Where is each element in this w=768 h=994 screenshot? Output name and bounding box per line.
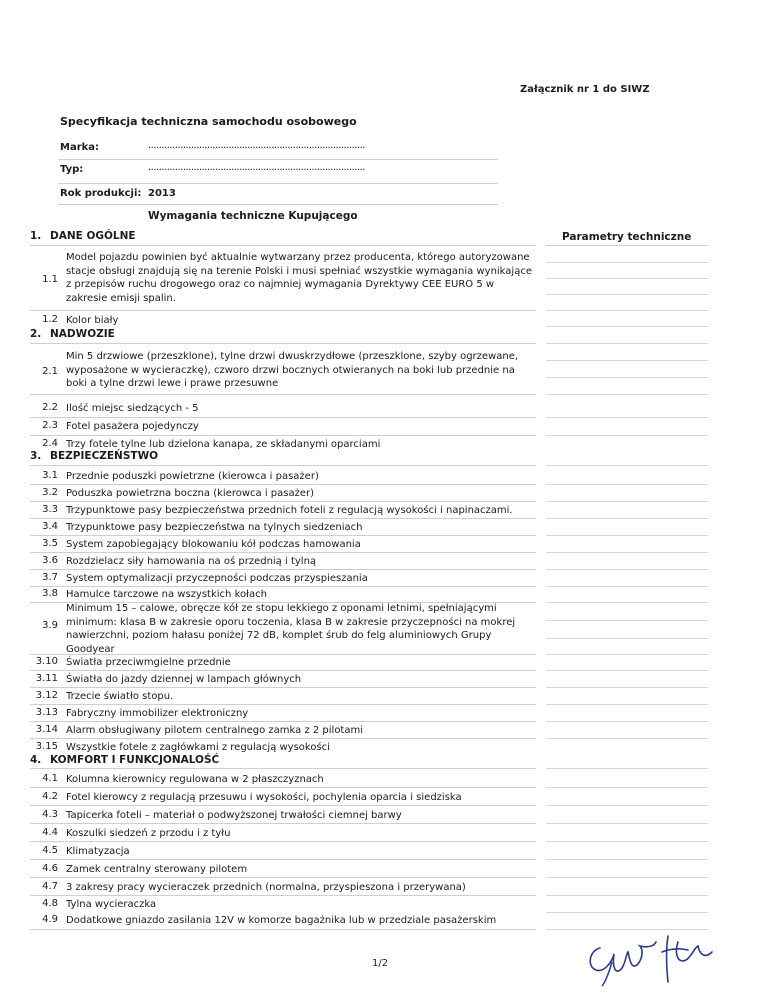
item-number: 3.8: [42, 588, 58, 599]
item-text: Trzypunktowe pasy bezpieczeństwa na tylnych siedzeniach: [66, 522, 363, 533]
section-title: BEZPIECZEŃSTWO: [50, 450, 159, 462]
parameter-line: [546, 738, 708, 739]
item-text: Fotel pasażera pojedynczy: [66, 421, 199, 432]
parameter-line: [546, 465, 708, 466]
parameter-line: [546, 360, 708, 361]
parameter-line: [546, 569, 708, 570]
item-text: Minimum 15 – calowe, obręcze kół ze stopu lekkiego z oponami letnimi, spełniającymi minimum: klasa B w zakresie oporu toczenia, klasa B w zakresie przyczepności na mokrej nawierzchni, poziom hałasu poniżej 72 dB, komplet śrub do felg aluminiowych Grupy Goodyear: [66, 603, 516, 655]
divider: [30, 895, 536, 896]
item-text: System optymalizacji przyczepności podczas przyspieszania: [66, 573, 368, 584]
parameter-line: [546, 310, 708, 311]
item-number: 3.3: [42, 504, 58, 515]
item-text: System zapobiegający blokowaniu kół podczas hamowania: [66, 539, 361, 550]
parameter-line: [546, 518, 708, 519]
document-title: Specyfikacja techniczna samochodu osobowego: [60, 115, 357, 128]
parameters-title: Parametry techniczne: [562, 231, 692, 243]
marka-label: Marka:: [60, 142, 100, 153]
parameter-line: [546, 435, 708, 436]
divider: [30, 787, 536, 788]
item-number: 4.5: [42, 845, 58, 856]
parameter-line: [546, 294, 708, 295]
item-text: Dodatkowe gniazdo zasilania 12V w komorze bagażnika lub w przedziale pasażerskim: [66, 915, 497, 926]
parameter-line: [546, 877, 708, 878]
item-number: 3.1: [42, 470, 58, 481]
page-number: 1/2: [372, 958, 389, 969]
item-text: Przednie poduszki powietrzne (kierowca i pasażer): [66, 471, 319, 482]
item-number: 3.9: [42, 620, 58, 631]
item-number: 3.2: [42, 487, 58, 498]
item-text: Światła do jazdy dziennej w lampach głównych: [66, 674, 302, 685]
item-number: 3.4: [42, 521, 58, 532]
parameter-line: [546, 501, 708, 502]
item-text: Alarm obsługiwany pilotem centralnego zamka z 2 pilotami: [66, 725, 364, 736]
divider: [30, 768, 536, 769]
item-number: 2.3: [42, 420, 58, 431]
item-number: 3.13: [35, 707, 58, 718]
requirements-title: Wymagania techniczne Kupującego: [148, 210, 358, 222]
parameter-line: [546, 895, 708, 896]
item-text: Rozdzielacz siły hamowania na oś przednią i tylną: [66, 556, 317, 567]
divider: [58, 183, 498, 184]
item-number: 3.11: [35, 673, 58, 684]
section-number: 2.: [30, 328, 42, 340]
rok-label: Rok produkcji:: [60, 188, 142, 199]
typ-value: .................................................................................: [148, 162, 365, 173]
parameter-line: [546, 484, 708, 485]
parameter-line: [546, 787, 708, 788]
parameter-line: [546, 805, 708, 806]
section-number: 4.: [30, 754, 42, 766]
parameter-line: [546, 586, 708, 587]
item-text: Światła przeciwmgielne przednie: [66, 657, 231, 668]
item-text: Kolumna kierownicy regulowana w 2 płaszczyznach: [66, 774, 324, 785]
item-text: Trzy fotele tylne lub dzielona kanapa, ze składanymi oparciami: [66, 439, 381, 450]
item-number: 4.1: [42, 773, 58, 784]
marka-value: .................................................................................: [148, 140, 365, 151]
item-number: 4.8: [42, 898, 58, 909]
item-number: 2.4: [42, 438, 58, 449]
parameter-line: [546, 670, 708, 671]
parameter-line: [546, 262, 708, 263]
item-number: 1.2: [42, 314, 58, 325]
divider: [30, 484, 536, 485]
divider: [30, 501, 536, 502]
divider: [30, 417, 536, 418]
item-text: Koszulki siedzeń z przodu i z tyłu: [66, 828, 231, 839]
parameter-line: [546, 823, 708, 824]
item-number: 2.1: [42, 366, 58, 377]
item-text: Klimatyzacja: [66, 846, 130, 857]
item-text: Poduszka powietrzna boczna (kierowca i pasażer): [66, 488, 315, 499]
item-number: 3.10: [35, 656, 58, 667]
item-text: 3 zakresy pracy wycieraczek przednich (normalna, przyspieszona i przerywana): [66, 882, 466, 893]
parameter-line: [546, 343, 708, 344]
divider: [546, 245, 708, 246]
divider: [30, 841, 536, 842]
parameter-line: [546, 841, 708, 842]
item-number: 4.6: [42, 863, 58, 874]
parameter-line: [546, 859, 708, 860]
parameter-line: [546, 278, 708, 279]
divider: [30, 859, 536, 860]
divider: [30, 586, 536, 587]
divider: [30, 245, 536, 246]
typ-label: Typ:: [60, 164, 84, 175]
parameter-line: [546, 417, 708, 418]
section-title: KOMFORT I FUNKCJONALOŚĆ: [50, 754, 220, 766]
parameter-line: [546, 638, 708, 639]
divider: [30, 465, 536, 466]
item-number: 1.1: [42, 274, 58, 285]
divider: [30, 552, 536, 553]
divider: [30, 929, 536, 930]
item-number: 3.15: [35, 741, 58, 752]
item-text: Kolor biały: [66, 315, 119, 326]
item-number: 3.12: [35, 690, 58, 701]
attachment-label: Załącznik nr 1 do SIWZ: [520, 84, 650, 95]
divider: [30, 721, 536, 722]
item-text: Trzypunktowe pasy bezpieczeństwa przednich foteli z regulacją wysokości i napinaczami.: [66, 505, 513, 516]
divider: [30, 823, 536, 824]
item-text: Tylna wycieraczka: [66, 899, 157, 910]
divider: [30, 805, 536, 806]
item-number: 3.7: [42, 572, 58, 583]
item-text: Ilość miejsc siedzących - 5: [66, 403, 199, 414]
parameter-line: [546, 377, 708, 378]
item-number: 3.5: [42, 538, 58, 549]
rok-value: 2013: [148, 188, 176, 199]
item-text: Fotel kierowcy z regulacją przesuwu i wysokości, pochylenia oparcia i siedziska: [66, 792, 462, 803]
divider: [30, 877, 536, 878]
parameter-line: [546, 768, 708, 769]
parameter-line: [546, 912, 708, 913]
section-title: NADWOZIE: [50, 328, 115, 340]
parameter-line: [546, 620, 708, 621]
item-text: Model pojazdu powinien być aktualnie wytwarzany przez producenta, którego autoryzowane stacje obsługi znajdują się na terenie Polski i musi spełniać wszystkie wymagania wynikające z przepisów ruchu drogowego oraz co najmniej wymagania Dyrektywy CEE EURO 5 w zakresie emisji spalin.: [66, 252, 532, 304]
parameter-line: [546, 326, 708, 327]
section-title: DANE OGÓLNE: [50, 230, 136, 242]
item-number: 2.2: [42, 402, 58, 413]
divider: [30, 687, 536, 688]
divider: [30, 310, 536, 311]
item-number: 4.9: [42, 914, 58, 925]
parameter-line: [546, 704, 708, 705]
item-number: 4.2: [42, 791, 58, 802]
divider: [30, 518, 536, 519]
parameter-line: [546, 721, 708, 722]
divider: [58, 159, 498, 160]
divider: [30, 670, 536, 671]
parameter-line: [546, 602, 708, 603]
item-number: 4.4: [42, 827, 58, 838]
parameter-line: [546, 687, 708, 688]
item-text: Wszystkie fotele z zagłówkami z regulacją wysokości: [66, 742, 330, 753]
divider: [30, 654, 536, 655]
divider: [30, 435, 536, 436]
divider: [30, 343, 536, 344]
item-text: Hamulce tarczowe na wszystkich kołach: [66, 589, 267, 600]
signature-image: [582, 918, 722, 988]
section-number: 1.: [30, 230, 42, 242]
item-number: 3.6: [42, 555, 58, 566]
divider: [30, 704, 536, 705]
item-number: 3.14: [35, 724, 58, 735]
item-text: Zamek centralny sterowany pilotem: [66, 864, 248, 875]
item-text: Trzecie światło stopu.: [66, 691, 174, 702]
divider: [58, 204, 498, 205]
item-text: Tapicerka foteli – materiał o podwyższonej trwałości ciemnej barwy: [66, 810, 402, 821]
parameter-line: [546, 552, 708, 553]
item-number: 4.3: [42, 809, 58, 820]
item-number: 4.7: [42, 881, 58, 892]
divider: [30, 535, 536, 536]
item-text: Fabryczny immobilizer elektroniczny: [66, 708, 249, 719]
divider: [30, 394, 536, 395]
parameter-line: [546, 394, 708, 395]
parameter-line: [546, 654, 708, 655]
divider: [30, 569, 536, 570]
item-text: Min 5 drzwiowe (przeszklone), tylne drzwi dwuskrzydłowe (przeszklone, szyby ogrzewane, wyposażone w wycieraczkę), czworo drzwi bocznych otwieranych na boki lub przednie na boki a tylne drzwi lewe i prawe przesuwne: [66, 351, 519, 389]
parameter-line: [546, 535, 708, 536]
divider: [30, 738, 536, 739]
section-number: 3.: [30, 450, 42, 462]
